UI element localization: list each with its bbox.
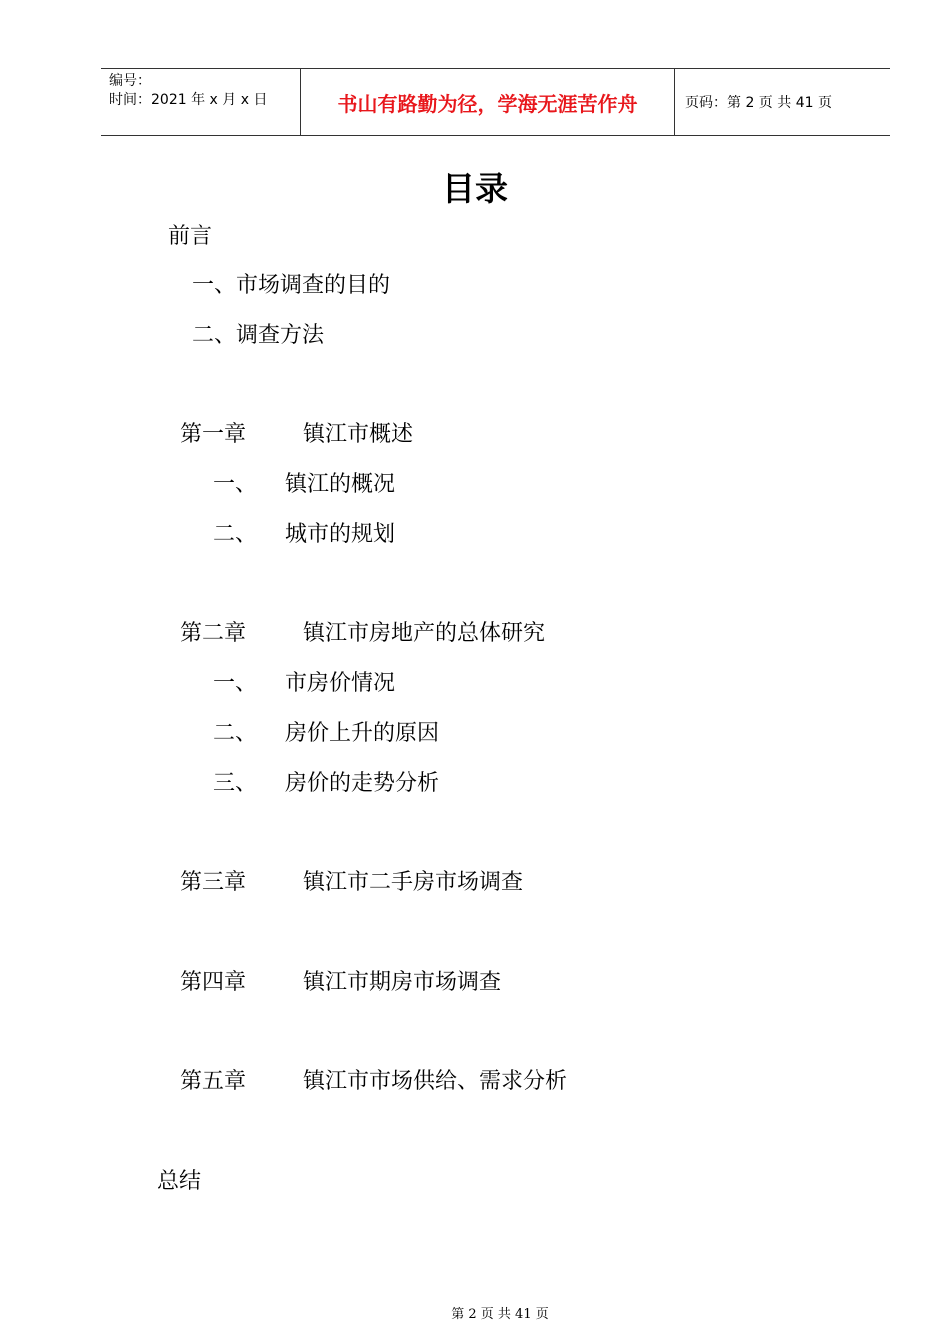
chapter-number: 第四章 <box>180 970 247 995</box>
toc-chapter-2 <box>180 619 546 649</box>
section-number: 一、 <box>213 671 258 696</box>
section-number: 二、 <box>213 721 258 746</box>
toc-section <box>213 769 440 799</box>
toc-chapter-4 <box>180 968 502 998</box>
header-page-number: 页码：第 2 页 共 41 页 <box>685 95 832 111</box>
chapter-number: 第二章 <box>180 621 247 646</box>
section-number: 三、 <box>213 771 258 796</box>
toc-summary: 总结 <box>157 1169 202 1194</box>
toc-section <box>213 669 396 699</box>
toc-section <box>213 719 440 749</box>
toc-chapter-1 <box>180 420 414 450</box>
toc-chapter-5 <box>180 1067 568 1097</box>
section-number: 一、 <box>213 472 258 497</box>
section-title: 房价上升的原因 <box>285 721 440 746</box>
header-motto: 书山有路勤为径，学海无涯苦作舟 <box>301 69 675 135</box>
header-meta <box>101 69 301 135</box>
toc-chapter-3 <box>180 868 524 898</box>
chapter-title: 镇江市二手房市场调查 <box>303 870 524 895</box>
toc-preface-item: 一、市场调查的目的 <box>192 273 391 298</box>
section-title: 镇江的概况 <box>285 472 396 497</box>
chapter-title: 镇江市期房市场调查 <box>303 970 502 995</box>
chapter-number: 第三章 <box>180 870 247 895</box>
chapter-title: 镇江市市场供给、需求分析 <box>303 1069 568 1094</box>
chapter-number: 第五章 <box>180 1069 247 1094</box>
page-footer: 第 2 页 共 41 页 <box>451 1307 549 1322</box>
section-number: 二、 <box>213 522 258 547</box>
section-title: 市房价情况 <box>285 671 396 696</box>
chapter-title: 镇江市概述 <box>303 422 414 447</box>
chapter-number: 第一章 <box>180 422 247 447</box>
section-title: 城市的规划 <box>285 522 396 547</box>
toc-section <box>213 520 396 550</box>
header-number: 编号： <box>109 73 151 89</box>
page-title: 目录 <box>442 169 508 208</box>
page-header <box>101 68 890 136</box>
chapter-title: 镇江市房地产的总体研究 <box>303 621 546 646</box>
section-title: 房价的走势分析 <box>285 771 440 796</box>
toc-preface: 前言 <box>168 224 213 249</box>
toc-preface-item: 二、调查方法 <box>192 323 325 348</box>
toc-section <box>213 470 396 500</box>
header-date: 时间：2021 年 x 月 x 日 <box>109 92 268 108</box>
